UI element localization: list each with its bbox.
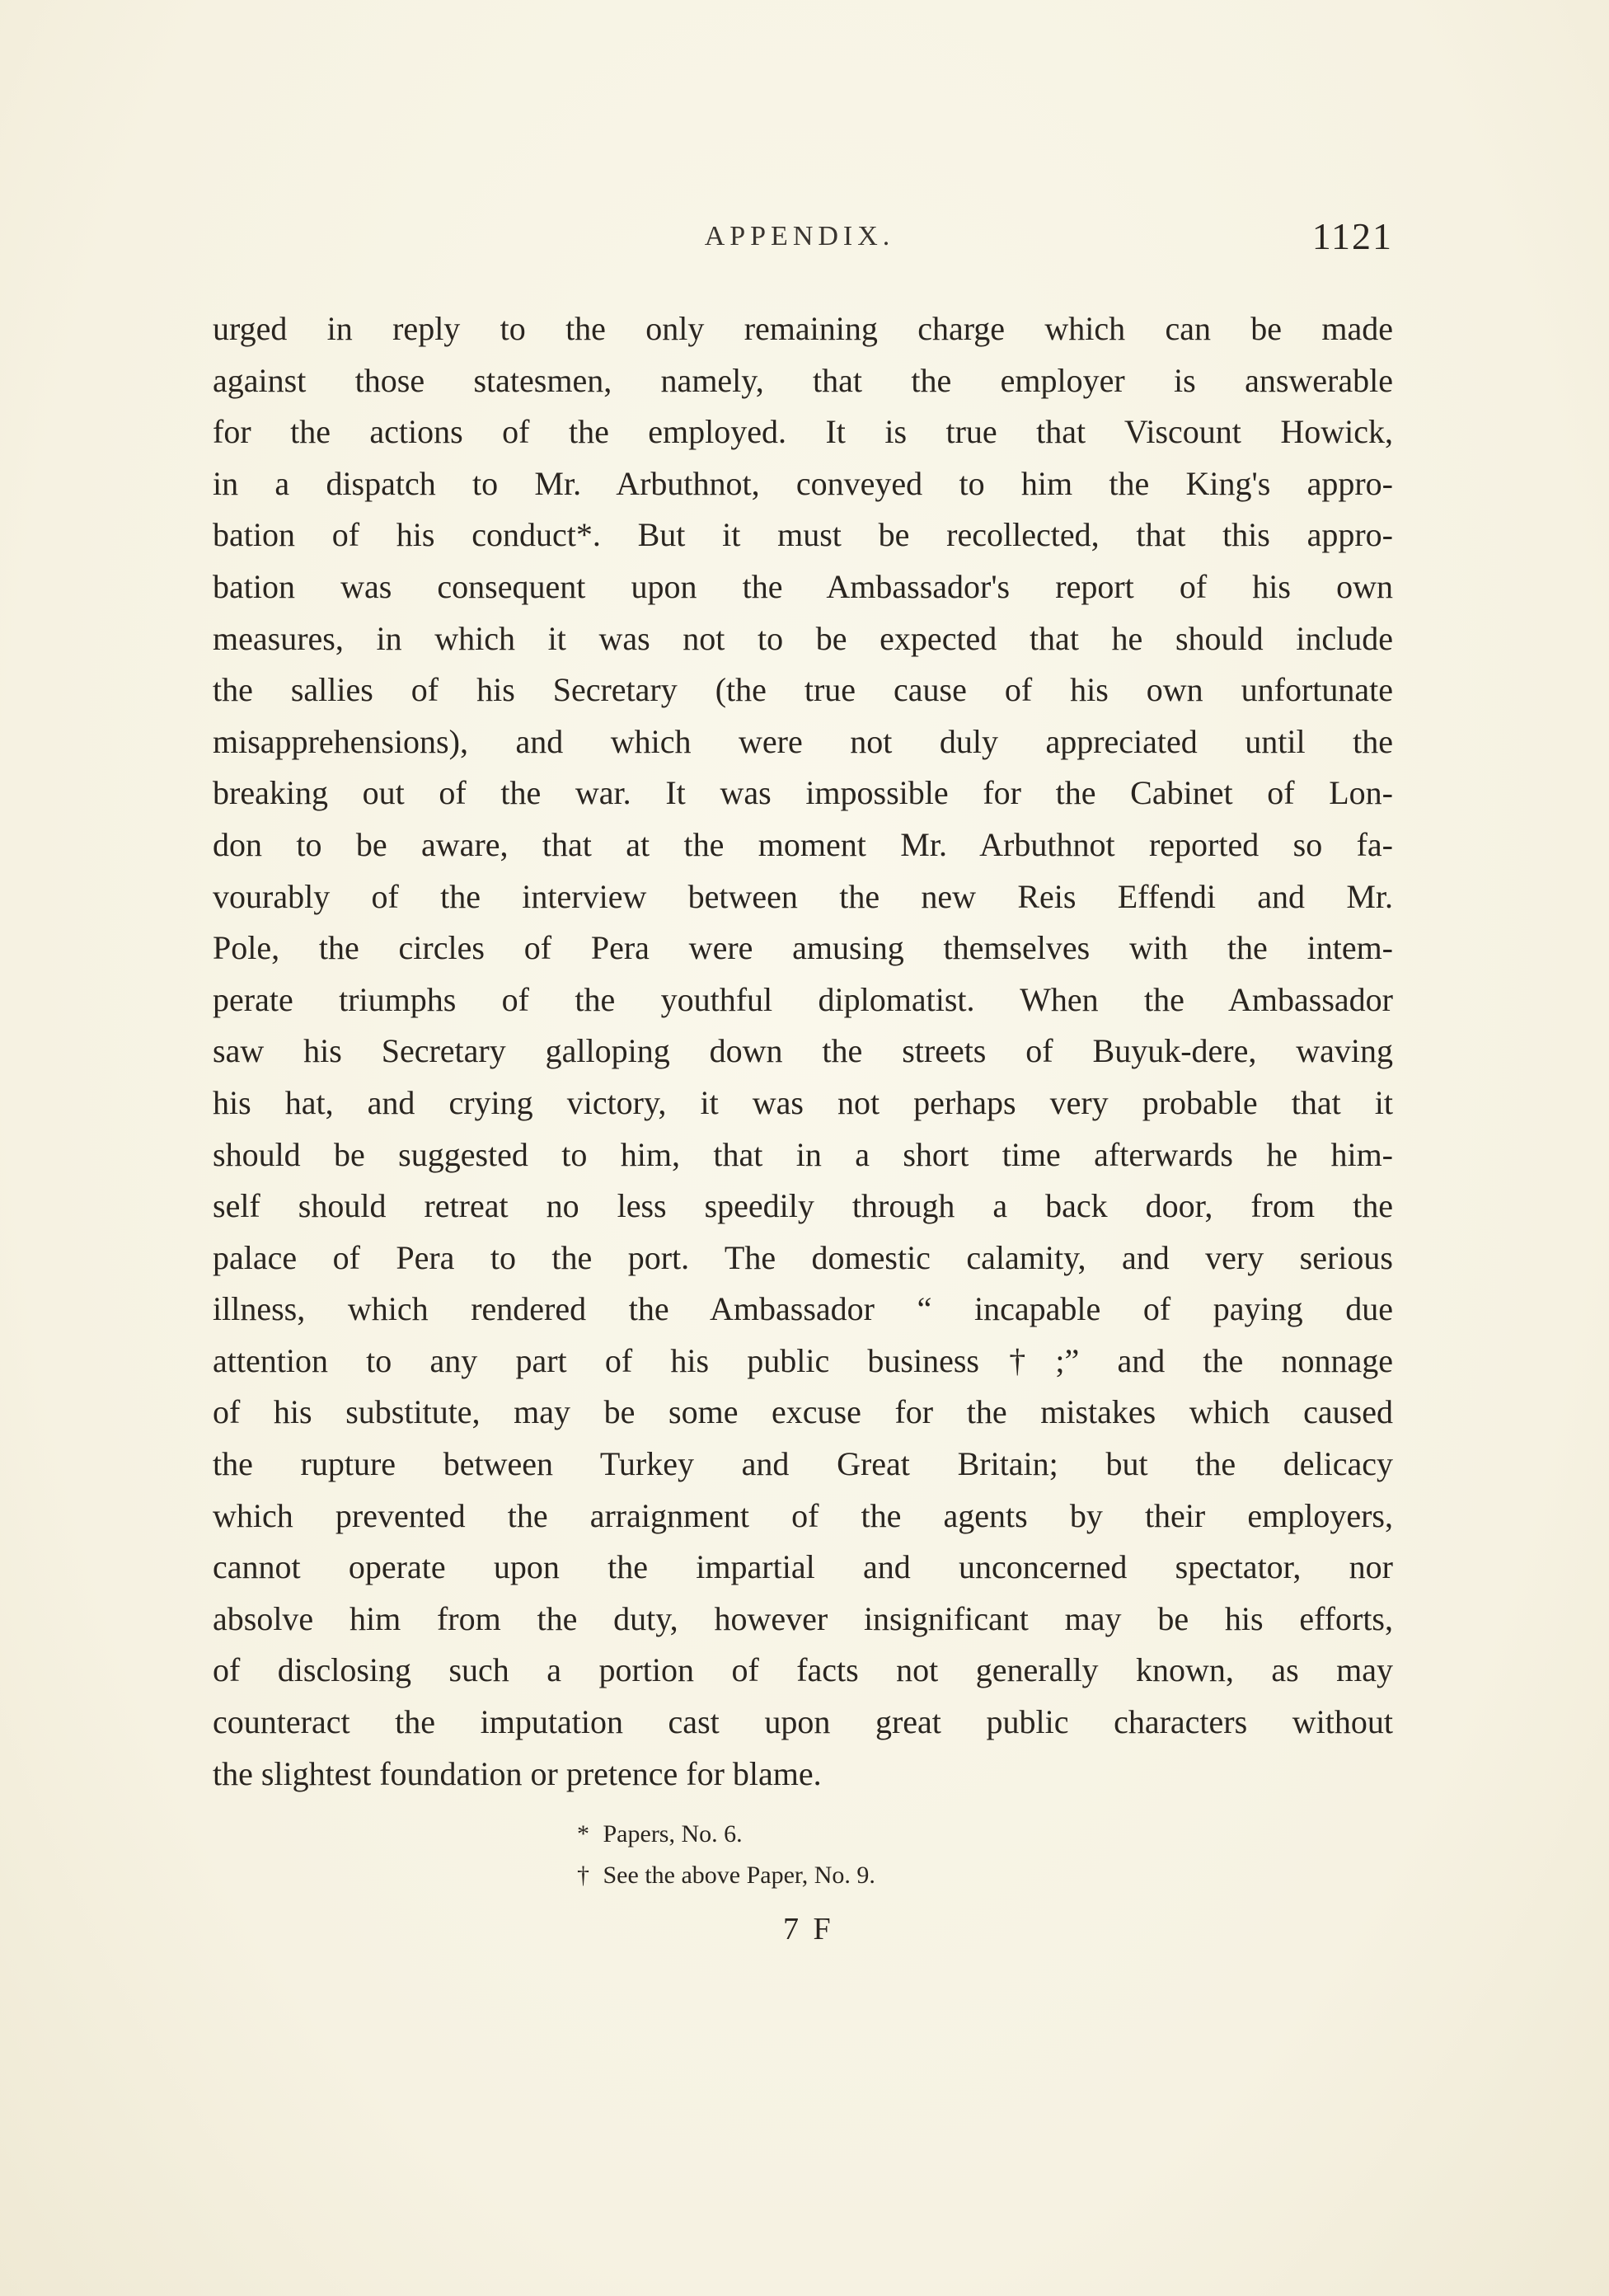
- text-line: bation of his conduct*. But it must be recollected, that this appro-: [213, 516, 1393, 554]
- footnotes: [577, 1814, 1154, 1896]
- text-line: of his substitute, may be some excuse for the mistakes which caused: [213, 1393, 1393, 1431]
- text-line: breaking out of the war. It was impossible for the Cabinet of Lon-: [213, 774, 1393, 812]
- text-line: cannot operate upon the impartial and unconcerned spectator, nor: [213, 1548, 1393, 1586]
- text-line: saw his Secretary galloping down the streets of Buyuk-dere, waving: [213, 1032, 1393, 1070]
- text-line: urged in reply to the only remaining charge which can be made: [213, 310, 1393, 347]
- text-line: palace of Pera to the port. The domestic calamity, and very serious: [213, 1238, 1393, 1276]
- text-line: bation was consequent upon the Ambassador's report of his own: [213, 567, 1393, 605]
- text-line: of disclosing such a portion of facts not generally known, as may: [213, 1651, 1393, 1689]
- page-number: 1121: [1311, 215, 1393, 257]
- text-line: don to be aware, that at the moment Mr. Arbuthnot reported so fa-: [213, 825, 1393, 863]
- footnote: [577, 1855, 1154, 1896]
- footnote-mark: *: [577, 1820, 589, 1848]
- footnote-mark: †: [577, 1862, 589, 1889]
- text-line: against those statesmen, namely, that the employer is answerable: [213, 361, 1393, 399]
- signature-mark: 7 F: [783, 1912, 834, 1946]
- text-line: counteract the imputation cast upon great public characters without: [213, 1703, 1393, 1741]
- text-line: measures, in which it was not to be expected that he should include: [213, 619, 1393, 657]
- text-line: vourably of the interview between the new Reis Effendi and Mr.: [213, 877, 1393, 915]
- text-line: which prevented the arraignment of the agents by their employers,: [213, 1496, 1393, 1534]
- text-line: his hat, and crying victory, it was not perhaps very probable that it: [213, 1083, 1393, 1121]
- text-line: perate triumphs of the youthful diplomatist. When the Ambassador: [213, 980, 1393, 1018]
- text-line: absolve him from the duty, however insignificant may be his efforts,: [213, 1599, 1393, 1637]
- text-line: self should retreat no less speedily through a back door, from the: [213, 1187, 1393, 1225]
- text-line: the sallies of his Secretary (the true cause of his own unfortunate: [213, 671, 1393, 709]
- text-line: Pole, the circles of Pera were amusing themselves with the intem-: [213, 929, 1393, 967]
- footnote-text: Papers, No. 6.: [603, 1820, 743, 1848]
- text-line: misapprehensions), and which were not duly appreciated until the: [213, 722, 1393, 760]
- running-head: [206, 215, 1393, 270]
- text-line: should be suggested to him, that in a short time afterwards he him-: [213, 1135, 1393, 1173]
- text-line: for the actions of the employed. It is true that Viscount Howick,: [213, 413, 1393, 451]
- footnote-text: See the above Paper, No. 9.: [603, 1862, 875, 1889]
- text-line: illness, which rendered the Ambassador “ incapable of paying due: [213, 1290, 1393, 1328]
- body-paragraph: [213, 303, 1393, 1800]
- text-line: in a dispatch to Mr. Arbuthnot, conveyed to him the King's appro-: [213, 464, 1393, 502]
- running-title: APPENDIX.: [704, 221, 895, 251]
- text-line: attention to any part of his public business†;” and the nonnage: [213, 1341, 1393, 1379]
- footnote: [577, 1814, 1154, 1855]
- text-line: the rupture between Turkey and Great Britain; but the delicacy: [213, 1445, 1393, 1483]
- text-line: the slightest foundation or pretence for blame.: [213, 1754, 822, 1792]
